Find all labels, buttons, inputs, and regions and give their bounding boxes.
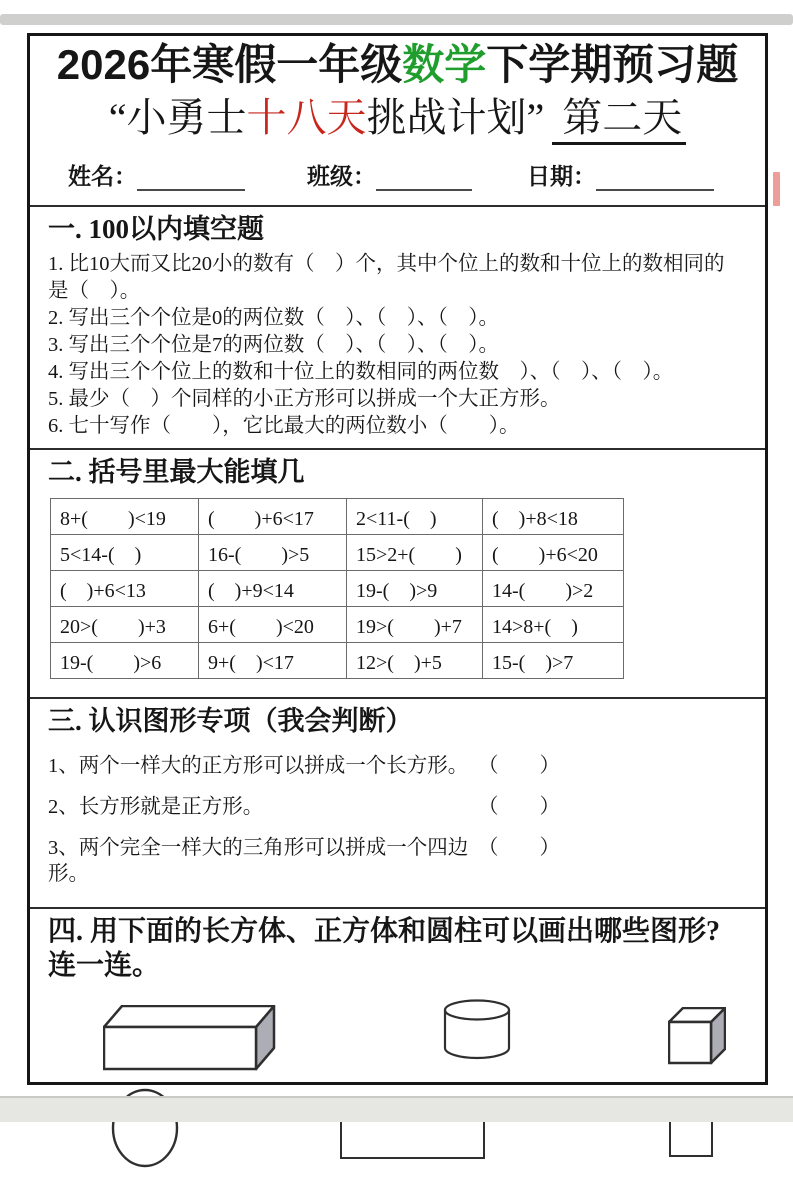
subtitle-part1: “小勇士	[108, 95, 247, 141]
question-item: 6. 七十写作（ ），它比最大的两位数小（ ）。	[48, 414, 520, 437]
date-label: 日期：	[527, 164, 596, 190]
question-item: 1. 比10大而又比20小的数有（ ）个，其中个位上的数和十位上的数相同的是（ ）。	[48, 252, 725, 302]
subtitle-part2: 挑战计划”	[366, 95, 545, 141]
date-blank[interactable]	[596, 169, 714, 191]
question-item: 4. 写出三个个位上的数和十位上的数相同的两位数 ）、（ ）、（ ）。	[48, 360, 674, 383]
name-field	[68, 158, 307, 191]
judgement-text: 1、两个一样大的正方形可以拼成一个长方形。	[48, 755, 469, 778]
judgement-answer-blank[interactable]: （ ）	[478, 837, 560, 860]
judgement-text: 3、两个完全一样大的三角形可以拼成一个四边形。	[48, 837, 469, 886]
table-row	[51, 498, 624, 534]
judgement-answer-blank[interactable]: （ ）	[478, 755, 560, 778]
page-subtitle	[30, 96, 765, 140]
class-blank[interactable]	[376, 169, 472, 191]
table-cell[interactable]: ( )+6<20	[483, 534, 624, 570]
photo-edge-bottom	[0, 1096, 793, 1122]
question-item: 5. 最少（ ）个同样的小正方形可以拼成一个大正方形。	[48, 387, 561, 410]
inequality-table	[50, 498, 624, 679]
table-cell[interactable]: 9+( )<17	[199, 642, 347, 678]
table-cell[interactable]: 19-( )>6	[51, 642, 199, 678]
cuboid-shape[interactable]	[103, 1005, 279, 1071]
question-item: 2. 写出三个个位是0的两位数（ ）、（ ）、（ ）。	[48, 306, 499, 329]
name-blank[interactable]	[137, 169, 245, 191]
table-cell[interactable]: 19-( )>9	[347, 570, 483, 606]
table-row	[51, 534, 624, 570]
table-cell[interactable]: 14-( )>2	[483, 570, 624, 606]
class-label: 班级：	[307, 164, 376, 190]
class-field	[307, 158, 527, 191]
section1-questions	[48, 251, 743, 440]
cube-shape[interactable]	[668, 1007, 726, 1065]
section-fill-in-blanks	[30, 207, 765, 448]
subtitle-day-number: 第二天	[552, 95, 686, 145]
table-cell[interactable]: 8+( )<19	[51, 498, 199, 534]
title-part2: 下学期预习题	[486, 41, 739, 88]
table-cell[interactable]: 15>2+( )	[347, 534, 483, 570]
table-row	[51, 642, 624, 678]
judgement-text: 2、长方形就是正方形。	[48, 796, 264, 819]
table-cell[interactable]: ( )+6<13	[51, 570, 199, 606]
table-cell[interactable]: ( )+9<14	[199, 570, 347, 606]
table-cell[interactable]: 5<14-( )	[51, 534, 199, 570]
table-row	[51, 606, 624, 642]
worksheet-page	[27, 33, 768, 1085]
section-match-shapes	[30, 909, 765, 1183]
red-mark	[773, 172, 780, 206]
judgement-answer-blank[interactable]: （ ）	[478, 796, 560, 819]
table-cell[interactable]: 20>( )+3	[51, 606, 199, 642]
section1-heading: 一. 100以内填空题	[48, 214, 264, 245]
title-subject-highlight: 数学	[402, 41, 487, 88]
section4-heading: 四. 用下面的长方体、正方体和圆柱可以画出哪些图形? 连一连。	[48, 916, 721, 982]
table-cell[interactable]: ( )+6<17	[199, 498, 347, 534]
title-part1: 2026年寒假一年级	[56, 41, 403, 88]
table-cell[interactable]: 6+( )<20	[199, 606, 347, 642]
judgement-item	[48, 835, 560, 887]
question-item: 3. 写出三个个位是7的两位数（ ）、（ ）、（ ）。	[48, 333, 499, 356]
table-cell[interactable]: 14>8+( )	[483, 606, 624, 642]
section-max-in-brackets	[30, 450, 765, 697]
table-cell[interactable]: 19>( )+7	[347, 606, 483, 642]
subtitle-days-highlight: 十八天	[246, 95, 367, 141]
photo-edge-top	[0, 14, 793, 25]
table-cell[interactable]: 16-( )>5	[199, 534, 347, 570]
name-label: 姓名：	[68, 164, 137, 190]
section-shape-judgement	[30, 699, 765, 896]
table-cell[interactable]: 2<11-( )	[347, 498, 483, 534]
judgement-item	[48, 753, 560, 779]
table-cell[interactable]: ( )+8<18	[483, 498, 624, 534]
student-info-row	[30, 158, 765, 191]
matching-shapes-area	[48, 987, 783, 1175]
table-row	[51, 570, 624, 606]
table-cell[interactable]: 15-( )>7	[483, 642, 624, 678]
page-title	[30, 42, 765, 88]
judgement-item	[48, 794, 560, 820]
cylinder-shape[interactable]	[443, 999, 511, 1061]
section2-heading: 二. 括号里最大能填几	[48, 456, 305, 487]
section3-heading: 三. 认识图形专项（我会判断）	[48, 705, 413, 736]
date-field	[527, 158, 714, 191]
table-cell[interactable]: 12>( )+5	[347, 642, 483, 678]
